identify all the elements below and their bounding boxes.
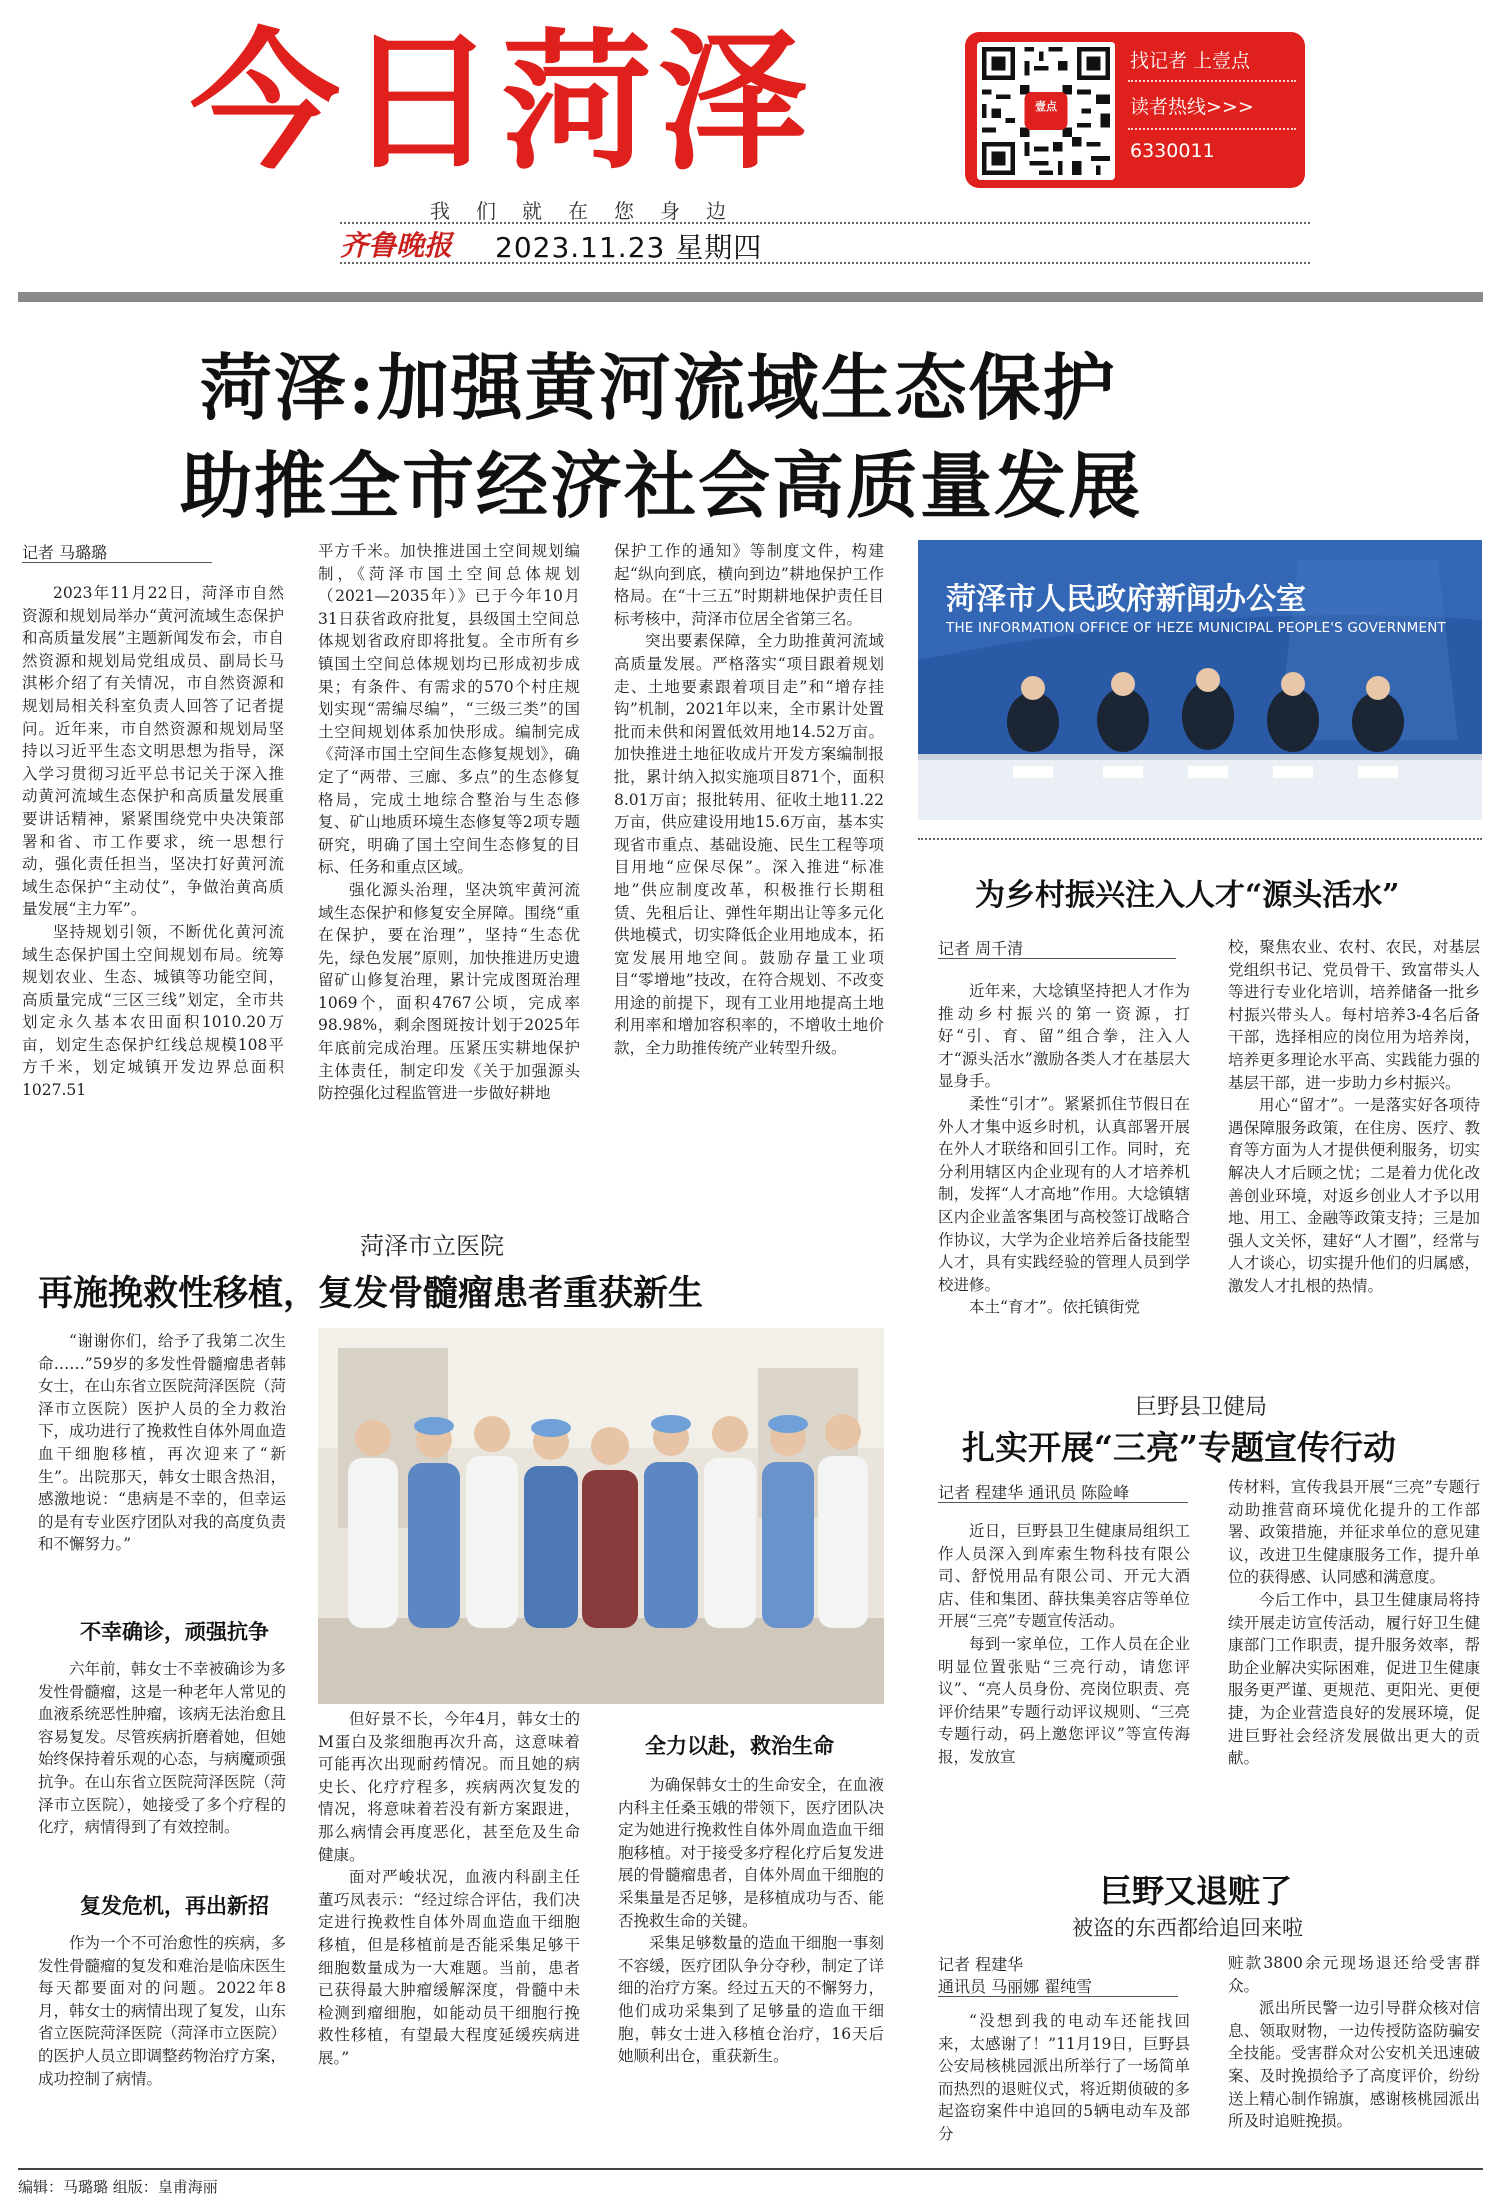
slogan-rule — [340, 222, 1310, 224]
talent-headline: 为乡村振兴注入人才“源头活水” — [975, 878, 1400, 913]
theft-col2: 赃款3800余元现场退还给受害群众。 派出所民警一边引导群众核对信息、领取财物，一边传授防盗防骗安全技能。受害群众对公安机关迅速破案、及时挽损给予了高度评价，纷纷送上精心制作锦旗，感谢核桃园派出所及时追赃挽损。 — [1228, 1954, 1480, 2131]
theft-col1: “没想到我的电动车还能找回来，太感谢了！”11月19日，巨野县公安局核桃园派出所举行了一场简单而热烈的退赃仪式，将近期侦破的多起盗窃案件中追回的5辆电动车及部分 — [938, 2012, 1190, 2143]
health-kicker: 巨野县卫健局 — [1135, 1395, 1268, 1420]
theft-byline-correspondents: 通讯员 马丽娜 翟纯雪 — [938, 1977, 1093, 1996]
main-byline: 记者 马璐璐 — [22, 543, 108, 562]
hospital-section-2: 作为一个不可治愈性的疾病，多发性骨髓瘤的复发和难治是临床医生每天都要面对的问题。2022年8月，韩女士的病情出现了复发，山东省立医院菏泽医院（菏泽市立医院）的医护人员立即调整药物治疗方案，成功控制了病情。 — [38, 1934, 286, 2088]
qr-badge: 壹点 — [1035, 100, 1057, 113]
health-byline: 记者 程建华 通讯员 陈险峰 — [938, 1483, 1130, 1502]
theft-byline-reporter: 记者 程建华 — [938, 1955, 1024, 1974]
health-col1: 近日，巨野县卫生健康局组织工作人员深入到库索生物科技有限公司、舒悦用品有限公司、开元大酒店、佳和集团、薛扶集美容店等单位开展“三亮”专题宣传活动。 每到一家单位，工作人员在企业明显位置张贴“三亮行动，请您评议”、“亮人员身份、亮岗位职责、亮评价结果”专题行动评议规则、“三亮专题行动，码上邀您评议”等宣传海报，发放宣 — [938, 1522, 1190, 1766]
health-headline: 扎实开展“三亮”专题宣传行动 — [962, 1428, 1396, 1467]
main-headline-line1: 菏泽:加强黄河流域生态保护 — [200, 345, 1117, 430]
hospital-headline: 再施挽救性移植，复发骨髓瘤患者重获新生 — [38, 1273, 704, 1314]
date-rule — [340, 262, 1310, 264]
health-col2: 传材料，宣传我县开展“三亮”专题行动助推营商环境优化提升的工作部署、政策措施，并征求单位的意见建议，改进卫生健康服务工作，提升单位的获得感、认同感和满意度。 今后工作中，县卫生健康局将持续开展走访宣传活动，履行好卫生健康部门工作职责，提升服务效率，帮助企业解决实际困难，促进卫生健康服务更严谨、更规范、更阳光、更便捷，为企业营造良好的发展环境，促进巨野社会经济发展做出更大的贡献。 — [1228, 1478, 1480, 1768]
theft-subtitle: 被盗的东西都给追回来啦 — [1072, 1916, 1303, 1940]
hospital-intro: “谢谢你们，给予了我第二次生命……”59岁的多发性骨髓瘤患者韩女士，在山东省立医院菏泽医院（菏泽市立医院）医护人员的全力救治下，成功进行了挽救性自体外周血造血干细胞移植，再次迎来了“新生”。出院那天，韩女士眼含热泪，感激地说：“患病是不幸的，但幸运的是有专业医疗团队对我的高度负责和不懈努力。” — [38, 1332, 286, 1554]
masthead-divider — [18, 292, 1483, 302]
theft-headline: 巨野又退赃了 — [1100, 1872, 1293, 1910]
press-conference-photo — [918, 540, 1482, 820]
press-banner-cn: 菏泽市人民政府新闻办公室 — [946, 582, 1306, 617]
hospital-kicker: 菏泽市立医院 — [360, 1232, 504, 1260]
hospital-subhead-2: 复发危机，再出新招 — [80, 1893, 269, 1918]
hospital-subhead-1: 不幸确诊，顽强抗争 — [80, 1619, 269, 1644]
hospital-col3: 为确保韩女士的生命安全，在血液内科主任桑玉娥的带领下，医疗团队决定为她进行挽救性自体外周血造血干细胞移植。对于接受多疗程化疗后复发进展的骨髓瘤患者，自体外周血干细胞的采集量是否足够，是移植成功与否、能否挽救生命的关键。 采集足够数量的造血干细胞一事刻不容缓，医疗团队争分夺秒，制定了详细的治疗方案。经过五天的不懈努力，他们成功采集到了足够量的造血干细胞，韩女士进入移植仓治疗，16天后她顺利出仓，重获新生。 — [618, 1776, 884, 2066]
editor-credit: 编辑：马璐璐 组版：皇甫海丽 — [18, 2178, 218, 2196]
hotline-number[interactable]: 6330011 — [1130, 140, 1215, 162]
talent-col2: 校，聚焦农业、农村、农民，对基层党组织书记、党员骨干、致富带头人等进行专业化培训，培养储备一批乡村振兴带头人。每村培养3-4名后备干部，选择相应的岗位用为培养岗，培养更多理论水平高、实践能力强的基层干部，进一步助力乡村振兴。 用心“留才”。一是落实好各项待遇保障服务政策，在住房、医疗、教育等方面为人才提供便利服务，切实解决人才后顾之忧；二是着力优化改善创业环境，对返乡创业人才予以用地、用工、金融等政策支持；三是加强人文关怀，建好“人才圈”，经常与人才谈心，切实提升他们的归属感，激发人才扎根的热情。 — [1228, 938, 1480, 1295]
hospital-team-photo — [318, 1328, 884, 1704]
talent-col1: 近年来，大埝镇坚持把人才作为推动乡村振兴的第一资源，打好“引、育、留”组合拳，注入人才“源头活水”激励各类人才在基层大显身手。 柔性“引才”。紧紧抓住节假日在外人才集中返乡时机，认真部署开展在外人才联络和回引工作。同时，充分利用辖区内企业现有的人才培养机制，发挥“人才高地”作用。大埝镇辖区内企业盖客集团与高校签订战略合作协议，大学为企业培养后备技能型人才，具有实践经验的管理人员到学校进修。 本土“育才”。依托镇街党 — [938, 982, 1190, 1317]
publication-logo: 齐鲁晚报 — [340, 229, 453, 262]
hotline-label: 读者热线>>> — [1130, 96, 1254, 118]
press-banner-en: THE INFORMATION OFFICE OF HEZE MUNICIPAL PEOPLE'S GOVERNMENT — [946, 620, 1446, 636]
masthead-slogan: 我们就在您身边 — [430, 199, 752, 223]
issue-date: 2023.11.23 星期四 — [495, 231, 763, 264]
main-article-col1: 2023年11月22日，菏泽市自然资源和规划局举办“黄河流域生态保护和高质量发展”主题新闻发布会，市自然资源和规划局党组成员、副局长马淇彬介绍了有关情况，市自然资源和规划局相关科室负责人回答了记者提问。近年来，市自然资源和规划局坚持以习近平生态文明思想为指导，深入学习贯彻习近平总书记关于深入推动黄河流域生态保护和高质量发展重要讲话精神，紧紧围绕党中央决策部署和省、市工作要求，统一思想行动，强化责任担当，坚决打好黄河流域生态保护“主动仗”，争做治黄高质量发展“主力军”。 坚持规划引领，不断优化黄河流域生态保护国土空间规划布局。统筹规划农业、生态、城镇等功能空间，高质量完成“三区三线”划定，全市共划定永久基本农田面积1010.20万亩，划定生态保护红线总规模108平方千米，划定城镇开发边界总面积1027.51 — [22, 584, 284, 1100]
hospital-subhead-3: 全力以赴，救治生命 — [645, 1733, 834, 1758]
masthead-title: 今日菏泽 — [190, 16, 815, 190]
main-headline-line2: 助推全市经济社会高质量发展 — [180, 443, 1143, 528]
hotline-slogan: 找记者 上壹点 — [1130, 50, 1251, 72]
main-article-col3: 保护工作的通知》等制度文件，构建起“纵向到底，横向到边”耕地保护工作格局。在“十三五”时期耕地保护责任目标考核中，菏泽市位居全省第三名。 突出要素保障，全力助推黄河流域高质量发展。严格落实“项目跟着规划走、土地要素跟着项目走”和“增存挂钩”机制，2021年以来，全市累计处置批而未供和闲置低效用地14.52万亩。加快推进土地征收成片开发方案编制报批，累计纳入拟实施项目871个，面积8.01万亩；报批转用、征收土地11.22万亩，供应建设用地15.6万亩，基本实现省市重点、基础设施、民生工程等项目用地“应保尽保”。深入推进“标准地”供应制度改革，积极推行长期租赁、先租后让、弹性年期出让等多元化供地模式，切实降低企业用地成本，拓宽发展用地空间。鼓励存量工业项目“零增地”技改，在符合规划、不改变用途的前提下，现有工业用地提高土地利用率和增加容积率的，不增收土地价款，全力助推传统产业转型升级。 — [614, 542, 884, 1058]
qr-code[interactable] — [977, 42, 1115, 180]
hospital-col2: 但好景不长，今年4月，韩女士的M蛋白及浆细胞再次升高，这意味着可能再次出现耐药情况。而且她的病史长、化疗疗程多，疾病两次复发的情况，将意味着若没有新方案跟进，那么病情会再度恶化，甚至危及生命健康。 面对严峻状况，血液内科副主任董巧凤表示：“经过综合评估，我们决定进行挽救性自体外周血造血干细胞移植，但是移植前是否能采集足够干细胞数量成为一大难题。当前，患者已获得最大肿瘤缓解深度，骨髓中未检测到瘤细胞，如能动员干细胞行挽救性移植，有望最大程度延缓疾病进展。” — [318, 1710, 580, 2067]
hospital-section-1: 六年前，韩女士不幸被确诊为多发性骨髓瘤，这是一种老年人常见的血液系统恶性肿瘤，该病无法治愈且容易复发。尽管疾病折磨着她，但她始终保持着乐观的心态，与病魔顽强抗争。在山东省立医院菏泽医院（菏泽市立医院），她接受了多个疗程的化疗，病情得到了有效控制。 — [38, 1660, 286, 1837]
talent-byline: 记者 周千清 — [938, 939, 1024, 958]
main-article-col2: 平方千米。加快推进国土空间规划编制，《菏泽市国土空间总体规划（2021—2035年）》已于今年10月31日获省政府批复，县级国土空间总体规划省政府即将批复。全市所有乡镇国土空间总体规划均已形成初步成果；有条件、有需求的570个村庄规划实现“需编尽编”，“三级三类”的国土空间规划体系加快形成。编制完成《菏泽市国土空间生态修复规划》，确定了“两带、三廊、多点”的生态修复格局，完成土地综合整治与生态修复、矿山地质环境生态修复等2项专题研究，明确了国土空间生态修复的目标、任务和重点区域。 强化源头治理，坚决筑牢黄河流域生态保护和修复安全屏障。围绕“重在保护，要在治理”，坚持“生态优先，绿色发展”原则，加快推进历史遗留矿山修复治理，累计完成图斑治理1069个，面积4767公顷，完成率98.98%，剩余图斑按计划于2025年年底前完成治理。压紧压实耕地保护主体责任，制定印发《关于加强源头防控强化过程监管进一步做好耕地 — [318, 542, 580, 1103]
